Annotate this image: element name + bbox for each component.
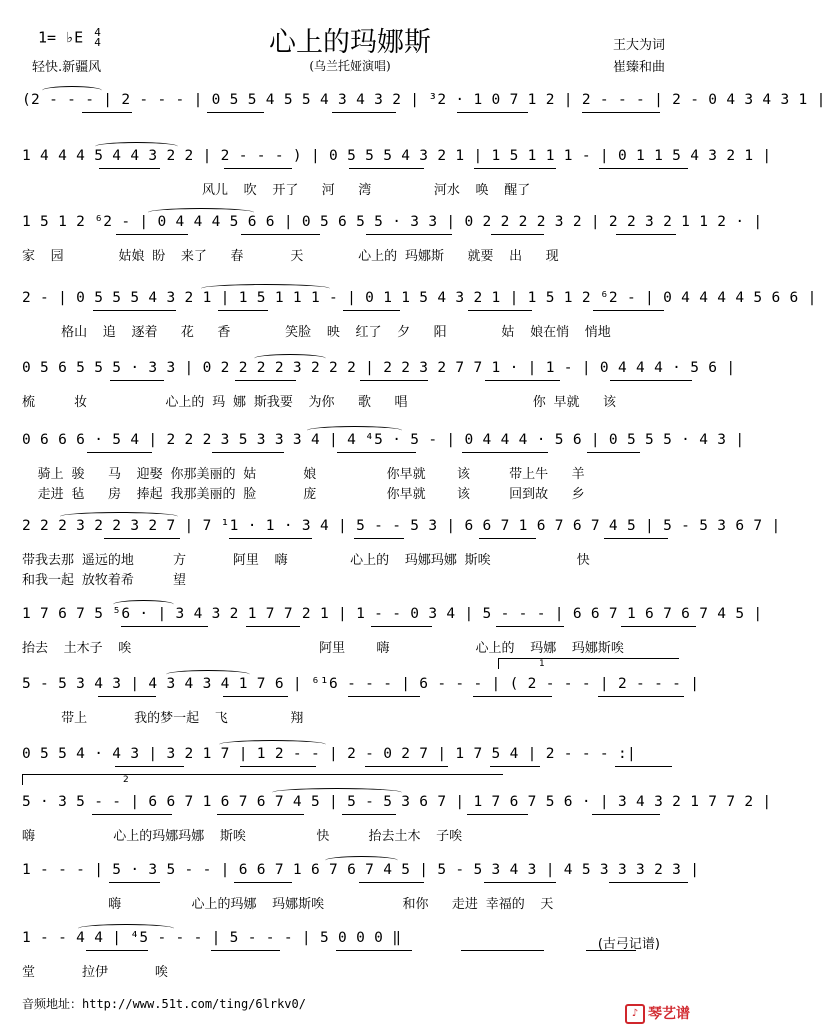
beam	[109, 882, 160, 883]
beam	[468, 310, 532, 311]
slur	[60, 512, 178, 521]
beam	[473, 696, 552, 697]
notes-line: 1 - - - | 5 · 3 5 - - | 6 6 7 1 6 7 6 7 4 5 | 5 - 5 3 4 3 | 4 5 3 3 3 2 3 |	[22, 862, 700, 878]
beam	[82, 112, 132, 113]
notes-line: 1 - - 4 4 | ⁴5 - - - | 5 - - - | 5 0 0 0 ‖	[22, 930, 402, 946]
lyric-line-2: 和我一起 放牧着希 望	[22, 573, 186, 588]
notes-line: 0 5 5 4 · 4 3 | 3 2 1 7 | 1 2 - - | 2 - 0 2 7 | 1 7 5 4 | 2 - - - :|	[22, 746, 637, 762]
beam	[616, 234, 676, 235]
notes-line: 1 4 4 4 5 4 4 3 2 2 | 2 - - - ) | 0 5 5 5 4 3 2 1 | 1 5 1 1 1 - | 0 1 1 5 4 3 2 1 |	[22, 148, 772, 164]
volta-2-label: 2	[123, 775, 129, 785]
lyric-line-2: 走进 毡 房 捧起 我那美丽的 脸 庞 你早就 该 回到故 乡	[22, 487, 585, 502]
beam	[241, 234, 320, 235]
beam	[93, 310, 176, 311]
beam	[484, 882, 556, 883]
beam	[474, 168, 556, 169]
lyric-line-1	[22, 123, 682, 143]
notes-line: 0 6 6 6 · 5 4 | 2 2 2 3 5 3 3 3 4 | 4 ⁴5 · 5 - | 0 4 4 4 · 5 6 | 0 5 5 5 · 4 3 |	[22, 432, 745, 448]
beam	[496, 626, 564, 627]
beam-lines	[22, 234, 682, 238]
beam	[218, 310, 268, 311]
notes-line: 0 5 6 5 5 5 · 3 3 | 0 2 2 2 2 3 2 2 2 | 2 2 3 2 7 7 1 · | 1 - | 0 4 4 4 · 5 6 |	[22, 360, 736, 376]
beam	[207, 112, 264, 113]
site-logo	[625, 1003, 690, 1024]
slur	[219, 740, 326, 749]
tempo-marking: 轻快.新疆风	[32, 60, 102, 75]
beam	[599, 168, 688, 169]
beam-lines	[22, 452, 682, 456]
beam	[348, 696, 420, 697]
beam	[461, 950, 544, 951]
slur	[272, 788, 402, 797]
lyric-line-1: 嗨 心上的玛娜玛娜 斯唉 快 抬去土木 子唉	[22, 829, 463, 844]
beam	[234, 882, 292, 883]
lyric-line-2	[22, 727, 682, 747]
meter-top: 4	[94, 26, 101, 39]
beam	[337, 452, 416, 453]
notes-line: 1 7 6 7 5 ⁵6 · | 3 4 3 2 1 7 7 2 1 | 1 - - 0 3 4 | 5 - - - | 6 6 7 1 6 7 6 7 4 5 |	[22, 606, 763, 622]
lyric-line-2	[22, 341, 682, 361]
beam	[485, 380, 560, 381]
beam	[235, 380, 296, 381]
lyric-line-1: 带我去那 遥远的地 方 阿里 嗨 心上的 玛娜玛娜 斯唉 快	[22, 553, 590, 568]
beam	[116, 234, 188, 235]
slur	[148, 208, 254, 217]
slur	[78, 924, 174, 933]
volta-2	[22, 774, 503, 785]
volta-1-label: 1	[539, 659, 545, 669]
beam	[610, 380, 692, 381]
beam	[240, 766, 316, 767]
notes-line: 1 5 1 2 ⁶2 - | 0 4 4 4 5 6 6 | 0 5 6 5 5 · 3 3 | 0 2 2 2 2 3 2 | 2 2 3 2 1 1 2 · |	[22, 214, 763, 230]
meter-bottom: 4	[94, 36, 101, 49]
beam	[104, 538, 180, 539]
beam	[343, 310, 400, 311]
beam-lines	[22, 814, 682, 818]
beam	[246, 626, 300, 627]
beam	[462, 452, 548, 453]
beam	[336, 950, 412, 951]
beam	[110, 380, 164, 381]
beam-lines	[22, 696, 682, 700]
beam	[332, 112, 396, 113]
transcriber-note: (古弓记谱)	[597, 937, 660, 952]
beam	[490, 766, 540, 767]
logo-icon: ♪	[625, 1004, 645, 1024]
beam-lines	[22, 950, 682, 954]
beam	[342, 814, 396, 815]
beam	[86, 950, 148, 951]
slur	[325, 856, 398, 865]
key-text: 1= ♭E	[38, 28, 84, 47]
beam	[229, 538, 312, 539]
beam	[354, 538, 404, 539]
lyric-line-1: 抬去 土木子 唉 阿里 嗨 心上的 玛娜 玛娜斯唉	[22, 641, 624, 656]
notes-line: 2 2 2 3 2 2 3 2 7 | 7 ¹1 · 1 · 3 4 | 5 - - 5 3 | 6 6 7 1 6 7 6 7 4 5 | 5 - 5 3 6 7 |	[22, 518, 781, 534]
slur	[201, 284, 330, 293]
notes-line: 5 · 3 5 - - | 6 6 7 1 6 7 6 7 4 5 | 5 - 5 3 6 7 | 1 7 6 7 5 6 · | 3 4 3 2 1 7 7 2 |	[22, 794, 772, 810]
lyric-line-1: 带上 我的梦一起 飞 翔	[22, 711, 304, 726]
beam	[121, 626, 208, 627]
notes-line: 5 - 5 3 4 3 | 4 3 4 3 4 1 7 6 | ⁶¹6 - - - | 6 - - - | ( 2 - - - | 2 - - - |	[22, 676, 700, 692]
beam-lines	[22, 538, 682, 542]
beam	[115, 766, 184, 767]
beam	[587, 452, 640, 453]
beam	[467, 814, 528, 815]
lyricist-credit: 王大为词	[612, 38, 665, 53]
audio-address: 音频地址：http://www.51t.com/ting/6lrkv0/	[22, 997, 306, 1011]
beam	[479, 538, 536, 539]
lyric-line-1: 风儿 吹 开了 河 湾 河水 唤 醒了	[22, 183, 531, 198]
beam	[359, 882, 424, 883]
lyric-line-1: 嗨 心上的玛娜 玛娜斯唉 和你 走进 幸福的 天	[22, 897, 554, 912]
beam	[457, 112, 528, 113]
beam	[598, 696, 684, 697]
notes-line: (2 - - - | 2 - - - | 0 5 5 4 5 5 4 3 4 3 2 | ³2 · 1 0 7 1 2 | 2 - - - | 2 - 0 4 3 4 3 1 |	[22, 92, 826, 108]
beam-lines	[22, 882, 682, 886]
beam	[211, 950, 280, 951]
logo-text: 琴艺谱	[648, 1006, 690, 1022]
notes-line: 2 - | 0 5 5 5 4 3 2 1 | 1 5 1 1 1 - | 0 1 1 5 4 3 2 1 | 1 5 1 2 ⁶2 - | 0 4 4 4 4 5 6 6 |	[22, 290, 817, 306]
beam	[224, 168, 292, 169]
beam	[582, 112, 660, 113]
beam	[212, 452, 284, 453]
beam	[621, 626, 696, 627]
volta-1	[498, 658, 679, 669]
lyric-line-2	[22, 265, 682, 285]
beam	[349, 168, 424, 169]
beam	[98, 696, 156, 697]
song-title: 心上的玛娜斯	[269, 27, 431, 58]
lyric-line-1: 骑上 骏 马 迎娶 你那美丽的 姑 娘 你早就 该 带上牛 羊	[22, 467, 585, 482]
beam	[223, 696, 288, 697]
slur	[307, 426, 402, 435]
beam	[92, 814, 172, 815]
lyric-line-1: 家 园 姑娘 盼 来了 春 天 心上的 玛娜斯 就要 出 现	[22, 249, 559, 264]
lyric-line-1: 格山 追 逐着 花 香 笑脸 映 红了 夕 阳 姑 娘在悄 悄地	[22, 325, 611, 340]
beam-lines	[22, 766, 682, 770]
beam	[371, 626, 432, 627]
beam	[491, 234, 544, 235]
beam-lines	[22, 112, 682, 116]
beam	[360, 380, 428, 381]
beam-lines	[22, 626, 682, 630]
composer-credit: 崔臻和曲	[612, 60, 665, 75]
beam	[365, 766, 448, 767]
lyric-line-1: 梳 妆 心上的 玛 娜 斯我要 为你 歌 唱 你 早就 该	[22, 395, 617, 410]
beam-lines	[22, 310, 682, 314]
slur	[113, 600, 174, 609]
beam	[217, 814, 304, 815]
beam	[615, 766, 672, 767]
beam	[593, 310, 664, 311]
beam	[609, 882, 688, 883]
beam-lines	[22, 380, 682, 384]
beam	[87, 452, 152, 453]
beam	[604, 538, 668, 539]
beam	[99, 168, 160, 169]
slur	[254, 354, 326, 363]
lyric-line-1: 堂 拉伊 唉	[22, 965, 168, 980]
beam-lines	[22, 168, 682, 172]
singer-credit: (乌兰托娅演唱)	[309, 59, 391, 73]
beam	[592, 814, 660, 815]
slur	[42, 86, 102, 95]
slur	[166, 670, 250, 679]
beam	[366, 234, 452, 235]
slur	[95, 142, 178, 151]
